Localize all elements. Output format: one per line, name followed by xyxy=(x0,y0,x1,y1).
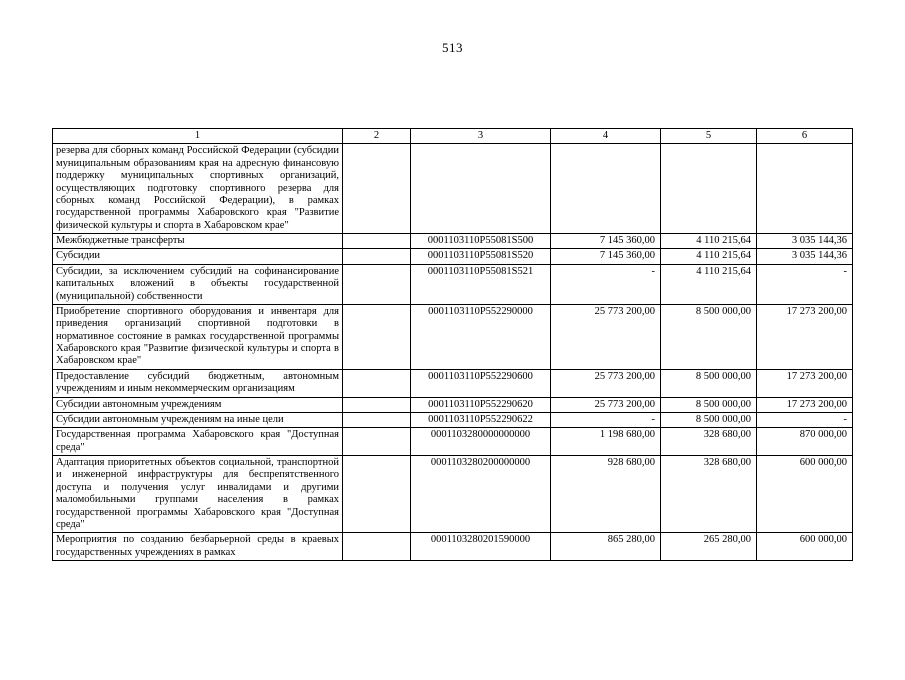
row-value-5: 8 500 000,00 xyxy=(661,397,757,412)
row-value-5: 8 500 000,00 xyxy=(661,369,757,397)
row-value-4: 25 773 200,00 xyxy=(551,304,661,369)
row-value-4: 25 773 200,00 xyxy=(551,397,661,412)
row-value-4: - xyxy=(551,264,661,304)
row-code: 0001103110Р552290622 xyxy=(411,412,551,427)
table-row xyxy=(53,369,853,397)
row-value-6: 600 000,00 xyxy=(757,456,853,533)
row-value-5: 4 110 215,64 xyxy=(661,234,757,249)
row-value-4: 7 145 360,00 xyxy=(551,249,661,264)
row-value-5 xyxy=(661,144,757,234)
row-col2 xyxy=(343,144,411,234)
row-name: резерва для сборных команд Российской Федерации (субсидии муниципальным образованиям края на адресную финансовую поддержку муниципальных спортивных организаций, осуществляющих подготовку спортивного резерва для сборных команд Российской Федерации), в рамках государственной программы Хабаровского края "Развитие физической культуры и спорта в Хабаровском крае" xyxy=(53,144,343,234)
row-name: Субсидии автономным учреждениям xyxy=(53,397,343,412)
row-value-6: 3 035 144,36 xyxy=(757,234,853,249)
row-value-6: 3 035 144,36 xyxy=(757,249,853,264)
row-value-4: 928 680,00 xyxy=(551,456,661,533)
row-code: 0001103110Р552290600 xyxy=(411,369,551,397)
row-code: 0001103110Р552290620 xyxy=(411,397,551,412)
table-row xyxy=(53,456,853,533)
row-value-6: 17 273 200,00 xyxy=(757,369,853,397)
row-value-5: 328 680,00 xyxy=(661,456,757,533)
table-row xyxy=(53,249,853,264)
row-name: Субсидии автономным учреждениям на иные цели xyxy=(53,412,343,427)
row-code: 0001103280000000000 xyxy=(411,428,551,456)
row-code xyxy=(411,144,551,234)
column-header-5: 5 xyxy=(661,129,757,144)
row-col2 xyxy=(343,234,411,249)
row-name: Межбюджетные трансферты xyxy=(53,234,343,249)
row-value-5: 4 110 215,64 xyxy=(661,249,757,264)
row-value-5: 4 110 215,64 xyxy=(661,264,757,304)
row-name: Субсидии, за исключением субсидий на софинансирование капитальных вложений в объекты государственной (муниципальной) собственности xyxy=(53,264,343,304)
row-value-5: 265 280,00 xyxy=(661,533,757,561)
column-header-4: 4 xyxy=(551,129,661,144)
page-number: 513 xyxy=(442,40,463,55)
row-value-4: 865 280,00 xyxy=(551,533,661,561)
row-value-5: 8 500 000,00 xyxy=(661,412,757,427)
row-name: Предоставление субсидий бюджетным, автономным учреждениям и иным некоммерческим организациям xyxy=(53,369,343,397)
row-code: 0001103280200000000 xyxy=(411,456,551,533)
row-value-6: - xyxy=(757,264,853,304)
column-header-1: 1 xyxy=(53,129,343,144)
row-value-6: 17 273 200,00 xyxy=(757,397,853,412)
row-value-6: 17 273 200,00 xyxy=(757,304,853,369)
row-col2 xyxy=(343,249,411,264)
row-col2 xyxy=(343,456,411,533)
row-code: 0001103110Р55081S521 xyxy=(411,264,551,304)
table-header-row xyxy=(53,129,853,144)
row-name: Субсидии xyxy=(53,249,343,264)
row-col2 xyxy=(343,428,411,456)
row-code: 0001103110Р552290000 xyxy=(411,304,551,369)
row-value-5: 328 680,00 xyxy=(661,428,757,456)
row-value-6: 870 000,00 xyxy=(757,428,853,456)
table-row xyxy=(53,304,853,369)
row-code: 0001103110Р55081S520 xyxy=(411,249,551,264)
table-row xyxy=(53,533,853,561)
row-value-6: - xyxy=(757,412,853,427)
row-code: 0001103280201590000 xyxy=(411,533,551,561)
table-row xyxy=(53,144,853,234)
table-row xyxy=(53,428,853,456)
row-col2 xyxy=(343,304,411,369)
row-value-6: 600 000,00 xyxy=(757,533,853,561)
table-row xyxy=(53,412,853,427)
table-row xyxy=(53,264,853,304)
row-value-4 xyxy=(551,144,661,234)
row-col2 xyxy=(343,264,411,304)
row-name: Мероприятия по созданию безбарьерной среды в краевых государственных учреждениях в рамках xyxy=(53,533,343,561)
column-header-6: 6 xyxy=(757,129,853,144)
row-col2 xyxy=(343,369,411,397)
table-row xyxy=(53,397,853,412)
row-col2 xyxy=(343,533,411,561)
table-row xyxy=(53,234,853,249)
row-value-4: - xyxy=(551,412,661,427)
row-value-4: 7 145 360,00 xyxy=(551,234,661,249)
row-col2 xyxy=(343,412,411,427)
row-value-4: 25 773 200,00 xyxy=(551,369,661,397)
row-value-6 xyxy=(757,144,853,234)
row-code: 0001103110Р55081S500 xyxy=(411,234,551,249)
row-value-5: 8 500 000,00 xyxy=(661,304,757,369)
row-col2 xyxy=(343,397,411,412)
budget-table-container xyxy=(52,128,852,561)
budget-table xyxy=(52,128,853,561)
row-value-4: 1 198 680,00 xyxy=(551,428,661,456)
column-header-3: 3 xyxy=(411,129,551,144)
column-header-2: 2 xyxy=(343,129,411,144)
document-page xyxy=(0,40,905,680)
row-name: Приобретение спортивного оборудования и инвентаря для приведения организаций спортивной подготовки в нормативное состояние в рамках государственной программы Хабаровского края "Развитие физической культуры и спорта в Хабаровском крае" xyxy=(53,304,343,369)
row-name: Адаптация приоритетных объектов социальной, транспортной и инженерной инфраструктуры для беспрепятственного доступа и получения услуг инвалидами и другими маломобильными группами населения в рамках государственной программы Хабаровского края "Доступная среда" xyxy=(53,456,343,533)
row-name: Государственная программа Хабаровского края "Доступная среда" xyxy=(53,428,343,456)
